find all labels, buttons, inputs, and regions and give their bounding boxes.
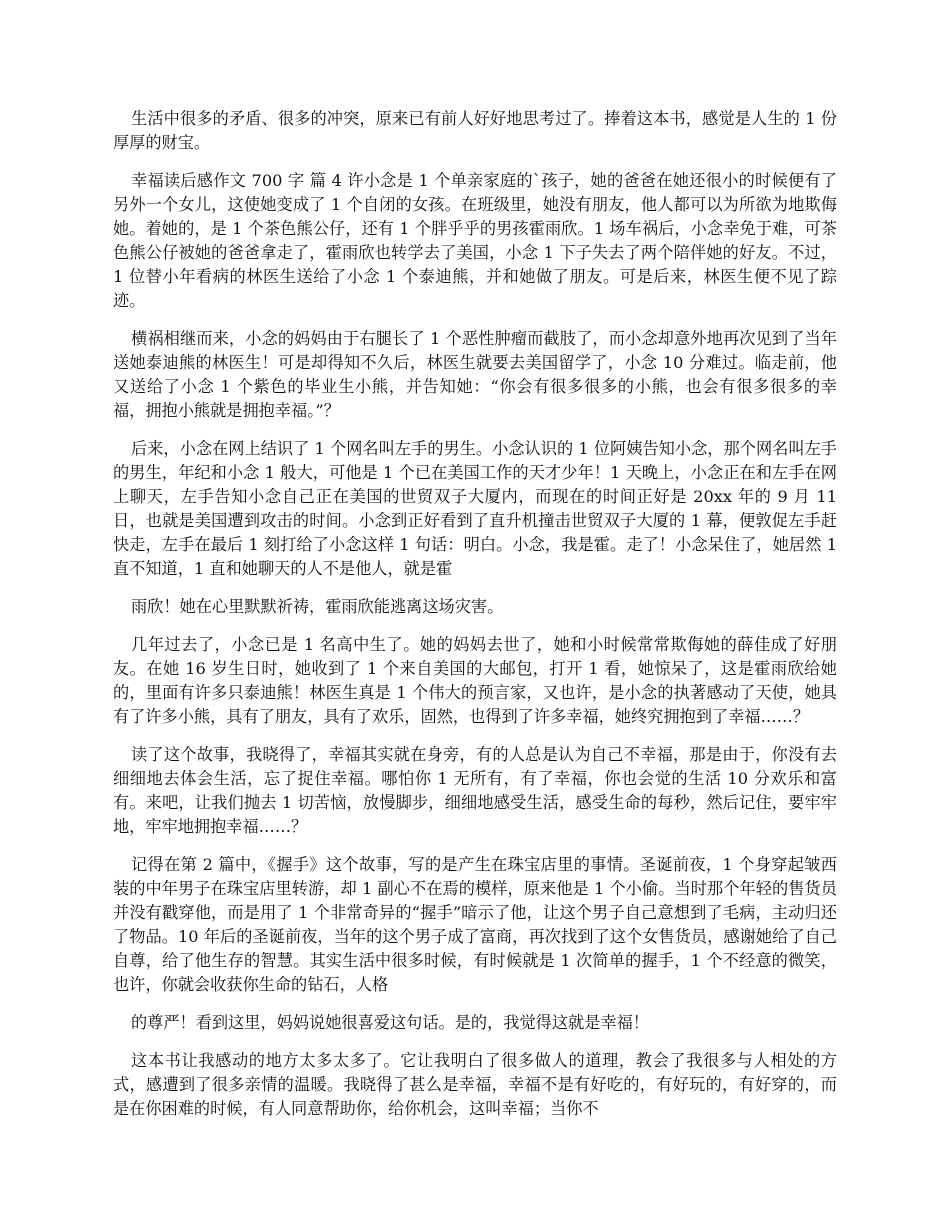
paragraph-10: 这本书让我感动的地方太多太多了。它让我明白了很多做人的道理，教会了我很多与人相处的方式，感遭到了很多亲情的温暖。我晓得了甚么是幸福，幸福不是有好吃的，有好玩的，有好穿的，而是在你困难的时候，有人同意帮助你，给你机会，这叫幸福；当你不	[113, 1051, 837, 1118]
paragraph-2: 幸福读后感作文 700 字 篇 4 许小念是 1 个单亲家庭的`孩子，她的爸爸在她还很小的时候便有了另外一个女儿，这使她变成了 1 个自闭的女孩。在班级里，她没有朋友，他人都可以为所欲为地欺侮她。着她的，是 1 个茶色熊公仔，还有 1 个胖乎乎的男孩霍雨欣。1 场车祸后，小念幸免于难，可茶色熊公仔被她的爸爸拿走了，霍雨欣也转学去了美国，小念 1 下子失去了两个陪伴她的好友。不过，1 位替小年看病的林医生送给了小念 1 个泰迪熊，并和她做了朋友。可是后来，林医生便不见了踪迹。	[113, 171, 837, 310]
paragraph-9: 的尊严！看到这里，妈妈说她很喜爱这句话。是的，我觉得这就是幸福！	[131, 1013, 649, 1032]
document-page	[113, 107, 837, 1121]
paragraph-3: 横祸相继而来，小念的妈妈由于右腿长了 1 个恶性肿瘤而截肢了，而小念却意外地再次见到了当年送她泰迪熊的林医生！可是却得知不久后，林医生就要去美国留学了，小念 10 分难过。临走前，他又送给了小念 1 个紫色的毕业生小熊，并告知她：“你会有很多很多的小熊，也会有很多很多的幸福，拥抱小熊就是拥抱幸福。”？	[113, 329, 837, 420]
paragraph-5: 雨欣！她在心里默默祈祷，霍雨欣能逃离这场灾害。	[131, 597, 504, 616]
paragraph-1: 生活中很多的矛盾、很多的冲突，原来已有前人好好地思考过了。捧着这本书，感觉是人生的 1 份厚厚的财宝。	[113, 109, 837, 152]
paragraph-4: 后来，小念在网上结识了 1 个网名叫左手的男生。小念认识的 1 位阿姨告知小念，那个网名叫左手的男生，年纪和小念 1 般大，可他是 1 个已在美国工作的天才少年！1 天晚上，小念正在和左手在网上聊天，左手告知小念自己正在美国的世贸双子大厦内，而现在的时间正好是 20xx 年的 9 月 11 日，也就是美国遭到攻击的时间。小念到正好看到了直升机撞击世贸双子大厦的 1 幕，便敦促左手赶快走，左手在最后 1 刻打给了小念这样 1 句话：明白。小念，我是霍。走了！小念呆住了，她居然 1 直不知道，1 直和她聊天的人不是他人，就是霍	[113, 439, 837, 578]
paragraph-7: 读了这个故事，我晓得了，幸福其实就在身旁，有的人总是认为自己不幸福，那是由于，你没有去细细地去体会生活，忘了捉住幸福。哪怕你 1 无所有，有了幸福，你也会觉的生活 10 分欢乐和富有。来吧，让我们抛去 1 切苦恼，放慢脚步，细细地感受生活，感受生命的每秒，然后记住，要牢牢地，牢牢地拥抱幸福……？	[113, 745, 837, 836]
paragraph-6: 几年过去了，小念已是 1 名高中生了。她的妈妈去世了，她和小时候常常欺侮她的薛佳成了好朋友。在她 16 岁生日时，她收到了 1 个来自美国的大邮包，打开 1 看，她惊呆了，这是霍雨欣给她的，里面有许多只泰迪熊！林医生真是 1 个伟大的预言家，又也许，是小念的执著感动了天使，她具有了许多小熊，具有了朋友，具有了欢乐，固然，也得到了许多幸福，她终究拥抱到了幸福……？	[113, 635, 837, 726]
paragraph-8: 记得在第 2 篇中，《握手》这个故事，写的是产生在珠宝店里的事情。圣诞前夜，1 个身穿起皱西装的中年男子在珠宝店里转游，却 1 副心不在焉的模样，原来他是 1 个小偷。当时那个年轻的售货员并没有戳穿他，而是用了 1 个非常奇异的“握手”暗示了他，让这个男子自己意想到了毛病，主动归还了物品。10 年后的圣诞前夜，当年的这个男子成了富商，再次找到了这个女售货员，感谢她给了自己自尊，给了他生存的智慧。其实生活中很多时候，有时候就是 1 次简单的握手，1 个不经意的微笑，也许，你就会收获你生命的钻石，人格	[113, 855, 837, 994]
